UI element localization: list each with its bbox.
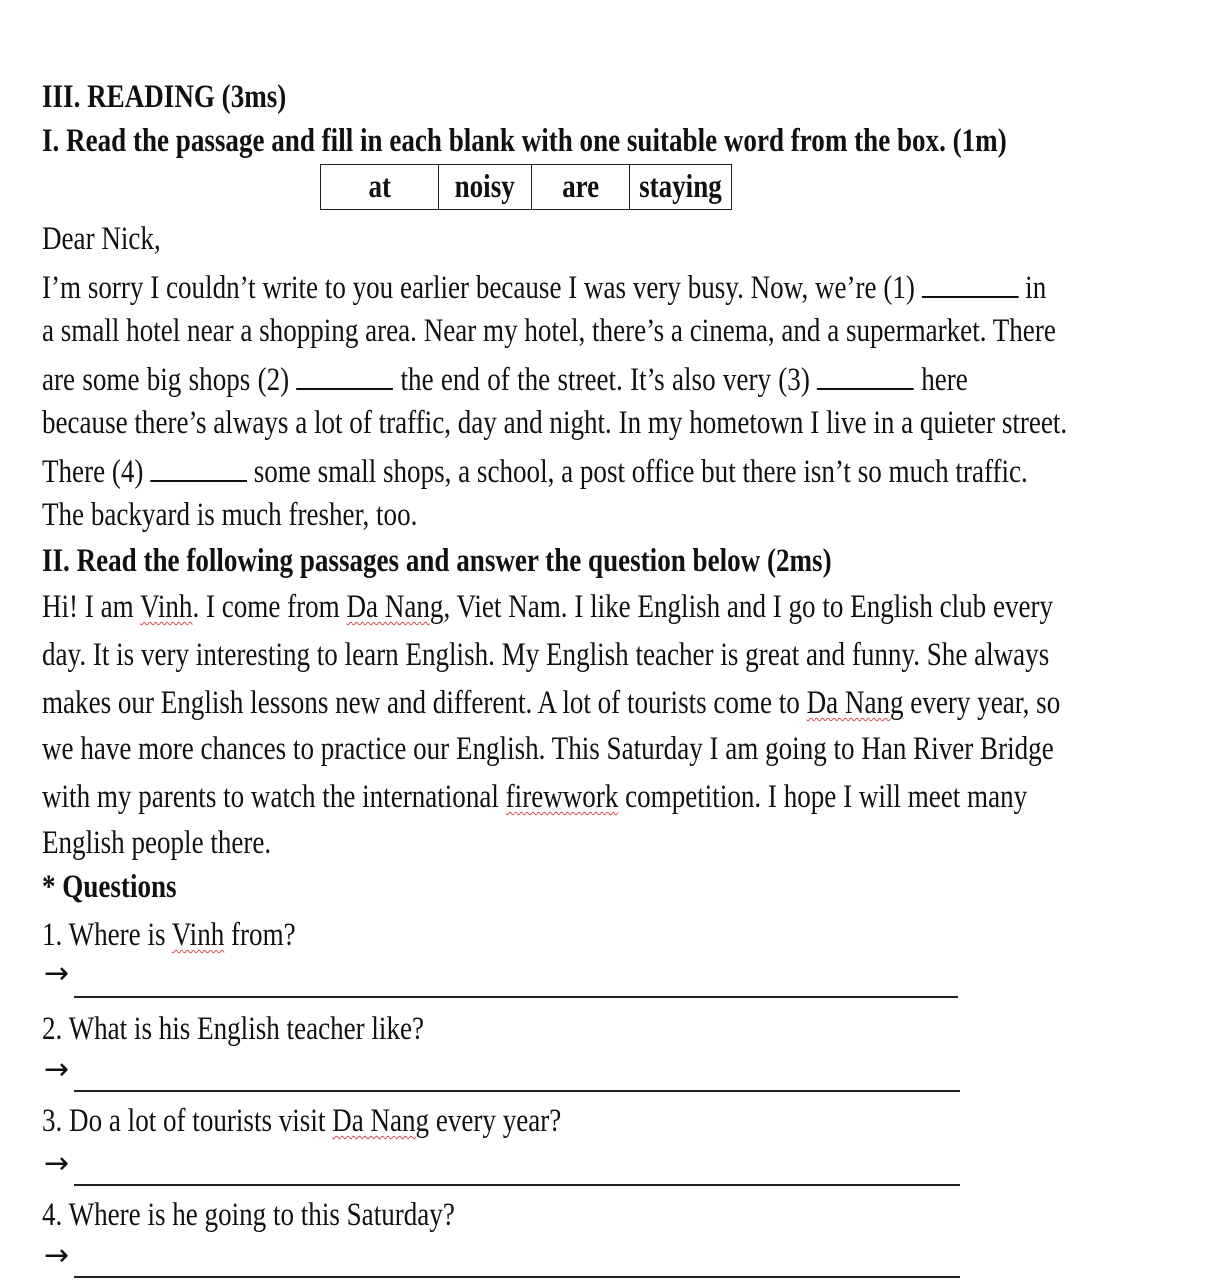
answer-line-1[interactable] [74, 996, 958, 998]
passage2-line: makes our English lessons new and different. A lot of tourists come to Da Nang every year, so [42, 685, 1061, 721]
answer-line-3[interactable] [74, 1184, 960, 1186]
word-box-cell: are [532, 165, 630, 210]
passage1-line: a small hotel near a shopping area. Near my hotel, there’s a cinema, and a supermarket. There [42, 313, 1056, 349]
blank-1[interactable] [922, 266, 1019, 298]
blank-4[interactable] [150, 450, 247, 482]
passage2-line: we have more chances to practice our English. This Saturday I am going to Han River Bridge [42, 731, 1054, 767]
passage2-line: English people there. [42, 825, 272, 861]
passage1-line: because there’s always a lot of traffic, day and night. In my hometown I live in a quieter street. [42, 405, 1068, 441]
question-1: 1. Where is Vinh from? [42, 917, 296, 953]
passage2-line: day. It is very interesting to learn English. My English teacher is great and funny. She always [42, 637, 1050, 673]
blank-2[interactable] [296, 358, 393, 390]
word-box-cell: noisy [439, 165, 532, 210]
passage1-line: are some big shops (2) the end of the street. It’s also very (3) here [42, 358, 968, 399]
blank-3[interactable] [817, 358, 914, 390]
word-box-cell: staying [630, 165, 732, 210]
passage1-line: There (4) some small shops, a school, a post office but there isn’t so much traffic. [42, 450, 968, 491]
passage1-line: I’m sorry I couldn’t write to you earlier because I was very busy. Now, we’re (1) in [42, 266, 968, 307]
part1-instruction: I. Read the passage and fill in each blank with one suitable word from the box. (1m) [42, 123, 1007, 159]
arrow-icon: → [44, 1238, 70, 1273]
section-title: III. READING (3ms) [42, 79, 287, 115]
question-3: 3. Do a lot of tourists visit Da Nang every year? [42, 1103, 562, 1139]
questions-heading: * Questions [42, 869, 177, 905]
part2-instruction: II. Read the following passages and answer the question below (2ms) [42, 543, 832, 579]
arrow-icon: → [44, 1052, 70, 1087]
passage2-line: Hi! I am Vinh. I come from Da Nang, Viet Nam. I like English and I go to English club every [42, 589, 1054, 625]
word-box-cell: at [321, 165, 439, 210]
letter-greeting: Dear Nick, [42, 221, 161, 257]
question-2: 2. What is his English teacher like? [42, 1011, 425, 1047]
question-4: 4. Where is he going to this Saturday? [42, 1197, 455, 1233]
answer-line-4[interactable] [74, 1276, 960, 1278]
arrow-icon: → [44, 1146, 70, 1181]
answer-line-2[interactable] [74, 1090, 960, 1092]
passage1-line: The backyard is much fresher, too. [42, 497, 418, 533]
word-box [320, 164, 732, 210]
passage2-line: with my parents to watch the international firewwork competition. I hope I will meet many [42, 779, 1028, 815]
arrow-icon: → [44, 956, 70, 991]
